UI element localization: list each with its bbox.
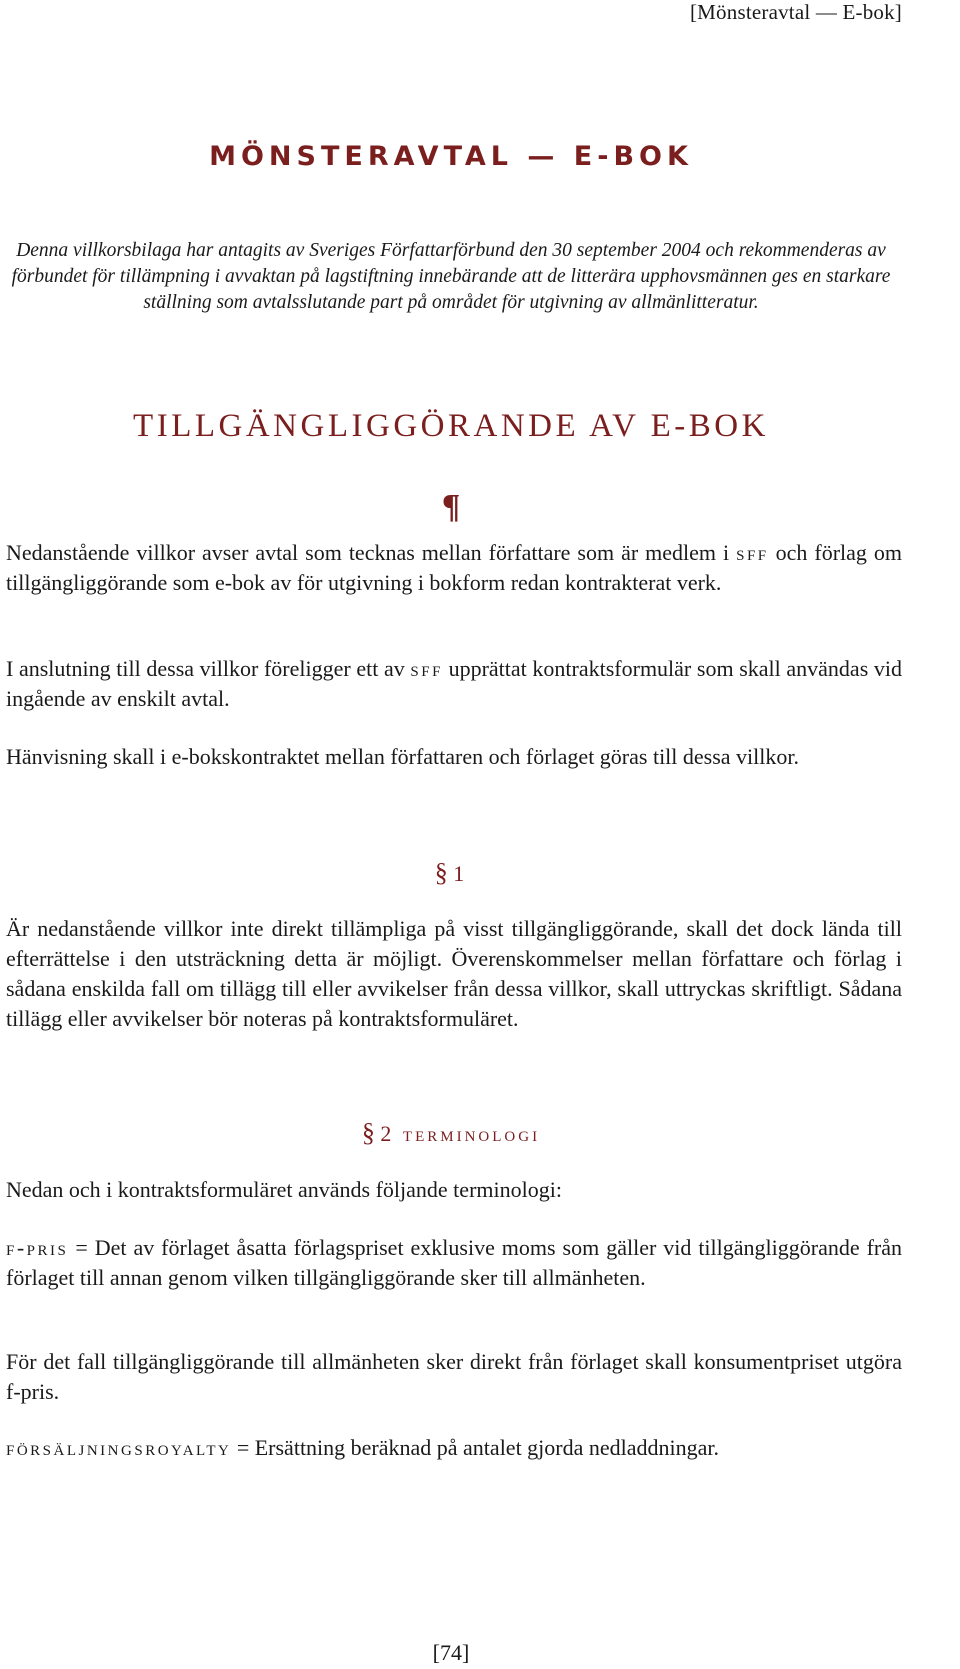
section-sign: § xyxy=(361,1118,375,1147)
section-sign: § xyxy=(434,858,448,887)
section-1-body: Är nedanstående villkor inte direkt tillämpliga på visst tillgängliggörande, skall det dock lända till efterrättelse i den utsträckning detta är möjligt. Överenskommelser mellan författare och förlag i sådana enskilda fall om tillägg till eller avvikelser från dessa villkor, skall uttryckas skriftligt. Sådana tillägg eller avvikelser bör noteras på kontraktsformuläret. xyxy=(6,916,902,1031)
sff-abbreviation: sff xyxy=(736,540,769,565)
section-1-heading xyxy=(0,858,902,888)
preamble-text: I anslutning till dessa villkor föreligger ett av xyxy=(6,656,405,681)
definition-forsaljningsroyalty xyxy=(6,1433,902,1463)
preamble-text: och förlag om tillgängliggörande som e-bok av för utgivning i bokform redan kontrakterat verk. xyxy=(6,540,902,595)
definition-text: Ersättning beräknad på antalet gjorda nedladdningar. xyxy=(254,1435,720,1460)
preamble-paragraph-1 xyxy=(6,538,902,598)
terminology-intro: Nedan och i kontraktsformuläret används följande terminologi: xyxy=(6,1177,562,1202)
document-title: MÖNSTERAVTAL — E-BOK xyxy=(209,141,693,172)
page-number: [74] xyxy=(432,1640,470,1665)
term-forsaljningsroyalty: försäljningsroyalty xyxy=(6,1435,232,1460)
preamble-paragraph-2 xyxy=(6,654,902,714)
definition-separator: = xyxy=(75,1235,88,1260)
running-header: [Mönsteravtal — E-bok] xyxy=(689,0,902,24)
intro-paragraph: Denna villkorsbilaga har antagits av Sveriges Författarförbund den 30 september 2004 och rekommenderas av förbundet för tillämpning i avvaktan på lagstiftning innebärande att de litterära upphovsmännen ges en starkare ställning som avtalsslutande part på området för utgivning av allmänlitteratur. xyxy=(11,240,891,313)
preamble-text: upprättat kontraktsformulär som skall användas vid ingående av enskilt avtal. xyxy=(6,656,903,711)
term-f-pris: f-pris xyxy=(6,1235,69,1260)
sff-abbreviation: sff xyxy=(410,656,443,681)
section-label: 2 terminologi xyxy=(380,1121,541,1146)
definition-f-pris xyxy=(6,1233,902,1293)
section-number: 1 xyxy=(453,861,468,886)
preamble-text: Nedanstående villkor avser avtal som tecknas mellan författare som är medlem i xyxy=(6,540,730,565)
section-heading: TILLGÄNGLIGGÖRANDE AV E-BOK xyxy=(133,408,769,444)
definition-note: För det fall tillgängliggörande till allmänheten sker direkt från förlaget skall konsumentpriset utgöra f-pris. xyxy=(6,1349,902,1404)
section-2-heading xyxy=(0,1118,902,1148)
definition-text: Det av förlaget åsatta förlagspriset exklusive moms som gäller vid tillgängliggörande från förlaget till annan genom vilken tillgängliggörande sker till allmänheten. xyxy=(6,1235,902,1290)
definition-separator: = xyxy=(236,1435,250,1460)
pilcrow-ornament: ¶ xyxy=(441,488,461,525)
preamble-paragraph-3: Hänvisning skall i e-bokskontraktet mellan författaren och förlaget göras till dessa villkor. xyxy=(6,744,800,769)
